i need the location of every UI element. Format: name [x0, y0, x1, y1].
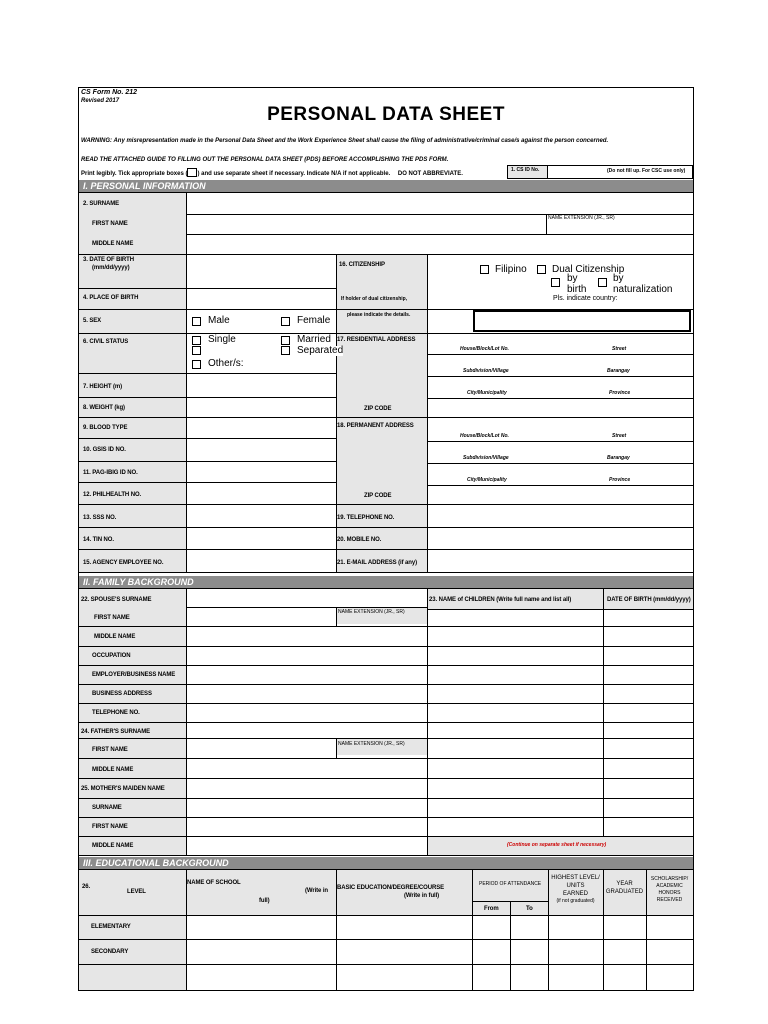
form-number: CS Form No. 212	[81, 89, 138, 96]
dual-citizenship-label: Dual Citizenship	[552, 264, 625, 275]
label-philhealth: 12. PHILHEALTH NO.	[83, 492, 142, 498]
place-of-birth-field[interactable]	[187, 289, 336, 309]
label-father-middle-name: MIDDLE NAME	[92, 767, 134, 773]
male-checkbox[interactable]	[192, 317, 201, 326]
section-personal-information: I. PERSONAL INFORMATION	[79, 180, 693, 192]
edu-from-header: From	[484, 906, 499, 912]
form-revised: Revised 2017	[81, 98, 120, 104]
dual-citizenship-note-1: If holder of dual citizenship,	[341, 296, 408, 302]
edu-to-header: To	[526, 906, 533, 912]
tick-box-sample	[187, 168, 197, 177]
label-name-extension: NAME EXTENSION (JR., SR)	[548, 215, 615, 221]
csc-use-note: (Do not fill up. For CSC use only)	[607, 168, 686, 174]
label-mother-maiden-name: 25. MOTHER'S MAIDEN NAME	[81, 786, 165, 792]
label-sex: 5. SEX	[83, 318, 102, 324]
res-barangay-label: Barangay	[607, 368, 630, 374]
widowed-checkbox[interactable]	[192, 346, 201, 355]
married-label: Married	[297, 334, 331, 345]
cs-id-label: 1. CS ID No.	[511, 167, 540, 173]
page-title: PERSONAL DATA SHEET	[267, 104, 505, 125]
label-surname: 2. SURNAME	[83, 201, 120, 207]
res-house-label: House/Block/Lot No.	[460, 346, 509, 352]
date-of-birth-field[interactable]	[187, 255, 336, 288]
single-label: Single	[208, 334, 236, 345]
continue-note: (Continue on separate sheet if necessary)	[507, 842, 607, 848]
label-residential-address: 17. RESIDENTIAL ADDRESS	[337, 337, 416, 343]
label-tin: 14. TIN NO.	[83, 537, 114, 543]
label-first-name: FIRST NAME	[92, 221, 128, 227]
filipino-checkbox[interactable]	[480, 265, 489, 274]
civil-status-options	[187, 334, 344, 373]
perm-barangay-label: Barangay	[607, 455, 630, 461]
label-spouse-first-name: FIRST NAME	[94, 615, 130, 621]
label-occupation: OCCUPATION	[92, 653, 131, 659]
label-dob-format: (mm/dd/yyyy)	[92, 265, 130, 271]
dual-citizenship-note-2: please indicate the details.	[347, 312, 411, 318]
edu-highest-level-1: HIGHEST LEVEL/	[551, 875, 600, 881]
by-naturalization-label-2: naturalization	[613, 284, 673, 295]
perm-city-label: City/Municipality	[467, 477, 507, 483]
others-label: Other/s:	[208, 358, 244, 369]
res-province-label: Province	[609, 390, 631, 396]
first-name-field[interactable]	[187, 215, 545, 234]
label-father-name-ext: NAME EXTENSION (JR., SR)	[338, 741, 405, 747]
label-blood-type: 9. BLOOD TYPE	[83, 425, 128, 431]
country-dropdown[interactable]	[473, 310, 691, 332]
male-label: Male	[208, 315, 230, 326]
edu-scholarship-2: ACADEMIC	[656, 883, 683, 889]
section-educational-background: III. EDUCATIONAL BACKGROUND	[79, 857, 693, 869]
section-family-background: II. FAMILY BACKGROUND	[79, 576, 693, 588]
label-spouse-telephone: TELEPHONE NO.	[92, 710, 140, 716]
edu-school-header-c: full)	[259, 898, 270, 904]
filipino-label: Filipino	[495, 264, 527, 275]
label-permanent-address: 18. PERMANENT ADDRESS	[337, 423, 414, 429]
female-checkbox[interactable]	[281, 317, 290, 326]
label-telephone: 19. TELEPHONE NO.	[337, 515, 395, 521]
perm-house-label: House/Block/Lot No.	[460, 433, 509, 439]
label-agency-employee-no: 15. AGENCY EMPLOYEE NO.	[83, 560, 164, 566]
edu-course-header: BASIC EDUCATION/DEGREE/COURSE	[337, 885, 444, 891]
edu-scholarship-1: SCHOLARSHIP/	[650, 876, 689, 882]
label-spouse-name-ext: NAME EXTENSION (JR., SR)	[338, 609, 405, 615]
by-birth-checkbox[interactable]	[551, 278, 560, 287]
label-email: 21. E-MAIL ADDRESS (if any)	[337, 560, 417, 566]
edu-course-header-b: (Write in full)	[404, 893, 440, 899]
label-children: 23. NAME of CHILDREN (Write full name and list all)	[429, 597, 572, 603]
label-spouse-surname: 22. SPOUSE'S SURNAME	[81, 597, 152, 603]
edu-highest-level-2: UNITS	[566, 883, 585, 889]
label-height: 7. HEIGHT (m)	[83, 384, 123, 390]
print-instructions: Print legibly. Tick appropriate boxes ( ) and use separate sheet if necessary. Indicate N/A if not applicable. DO NOT ABBREVIATE.	[81, 168, 463, 177]
label-father-surname: 24. FATHER'S SURNAME	[81, 729, 150, 735]
by-birth-label-2: birth	[567, 284, 587, 295]
dual-citizenship-checkbox[interactable]	[537, 265, 546, 274]
edu-year-graduated-2: GRADUATED	[605, 889, 644, 895]
by-birth-label-1: by	[567, 273, 578, 284]
edu-period-header: PERIOD OF ATTENDANCE	[479, 881, 542, 887]
separated-checkbox[interactable]	[281, 346, 290, 355]
edu-secondary: SECONDARY	[91, 949, 129, 955]
label-date-of-birth: 3. DATE OF BIRTH	[83, 257, 134, 263]
label-business-address: BUSINESS ADDRESS	[92, 691, 152, 697]
label-middle-name: MIDDLE NAME	[92, 241, 134, 247]
edu-school-header-b: (Write in	[305, 888, 328, 894]
name-extension-field[interactable]	[547, 222, 693, 234]
edu-highest-level-4: (if not graduated)	[556, 898, 595, 904]
warning-text: WARNING: Any misrepresentation made in the Personal Data Sheet and the Work Experience Sheet shall cause the filing of administrative/criminal case/s against the person concerned.	[81, 138, 609, 144]
perm-street-label: Street	[612, 433, 627, 439]
read-guide-text: READ THE ATTACHED GUIDE TO FILLING OUT THE PERSONAL DATA SHEET (PDS) BEFORE ACCOMPLISHING THE PDS FORM.	[81, 157, 449, 163]
surname-field[interactable]	[187, 193, 693, 214]
edu-school-header: NAME OF SCHOOL	[187, 880, 241, 886]
pds-form	[78, 87, 694, 991]
edu-scholarship-4: RECEIVED	[656, 897, 683, 903]
edu-year-graduated-1: YEAR	[616, 881, 633, 887]
label-civil-status: 6. CIVIL STATUS	[83, 339, 129, 345]
res-zip-label: ZIP CODE	[364, 406, 392, 412]
label-mobile: 20. MOBILE NO.	[337, 537, 382, 543]
perm-subdivision-label: Subdivision/Village	[463, 455, 509, 461]
perm-province-label: Province	[609, 477, 631, 483]
edu-elementary: ELEMENTARY	[91, 924, 131, 930]
label-pagibig: 11. PAG-IBIG ID NO.	[83, 470, 138, 476]
label-mother-surname: SURNAME	[92, 805, 122, 811]
others-checkbox[interactable]	[192, 360, 201, 369]
female-label: Female	[297, 315, 331, 326]
edu-item-number: 26.	[82, 884, 91, 890]
by-naturalization-label-1: by	[613, 273, 624, 284]
label-mother-first-name: FIRST NAME	[92, 824, 128, 830]
res-subdivision-label: Subdivision/Village	[463, 368, 509, 374]
country-note: Pls. indicate country:	[553, 295, 618, 302]
label-father-first-name: FIRST NAME	[92, 747, 128, 753]
res-street-label: Street	[612, 346, 627, 352]
label-weight: 8. WEIGHT (kg)	[83, 405, 125, 411]
edu-level-header: LEVEL	[127, 889, 146, 895]
res-city-label: City/Municipality	[467, 390, 507, 396]
separated-label: Separated	[297, 345, 344, 356]
label-place-of-birth: 4. PLACE OF BIRTH	[83, 295, 139, 301]
label-gsis: 10. GSIS ID NO.	[83, 447, 126, 453]
label-mother-middle-name: MIDDLE NAME	[92, 843, 134, 849]
by-naturalization-checkbox[interactable]	[598, 278, 607, 287]
perm-zip-label: ZIP CODE	[364, 493, 392, 499]
label-spouse-middle-name: MIDDLE NAME	[94, 634, 136, 640]
label-employer: EMPLOYER/BUSINESS NAME	[92, 672, 176, 678]
middle-name-field[interactable]	[187, 235, 693, 254]
label-children-dob: DATE OF BIRTH (mm/dd/yyyy)	[607, 597, 691, 603]
label-sss: 13. SSS NO.	[83, 515, 117, 521]
married-checkbox[interactable]	[281, 336, 290, 345]
edu-scholarship-3: HONORS	[658, 890, 681, 896]
edu-highest-level-3: EARNED	[562, 891, 588, 897]
label-citizenship: 16. CITIZENSHIP	[339, 262, 385, 268]
single-checkbox[interactable]	[192, 336, 201, 345]
